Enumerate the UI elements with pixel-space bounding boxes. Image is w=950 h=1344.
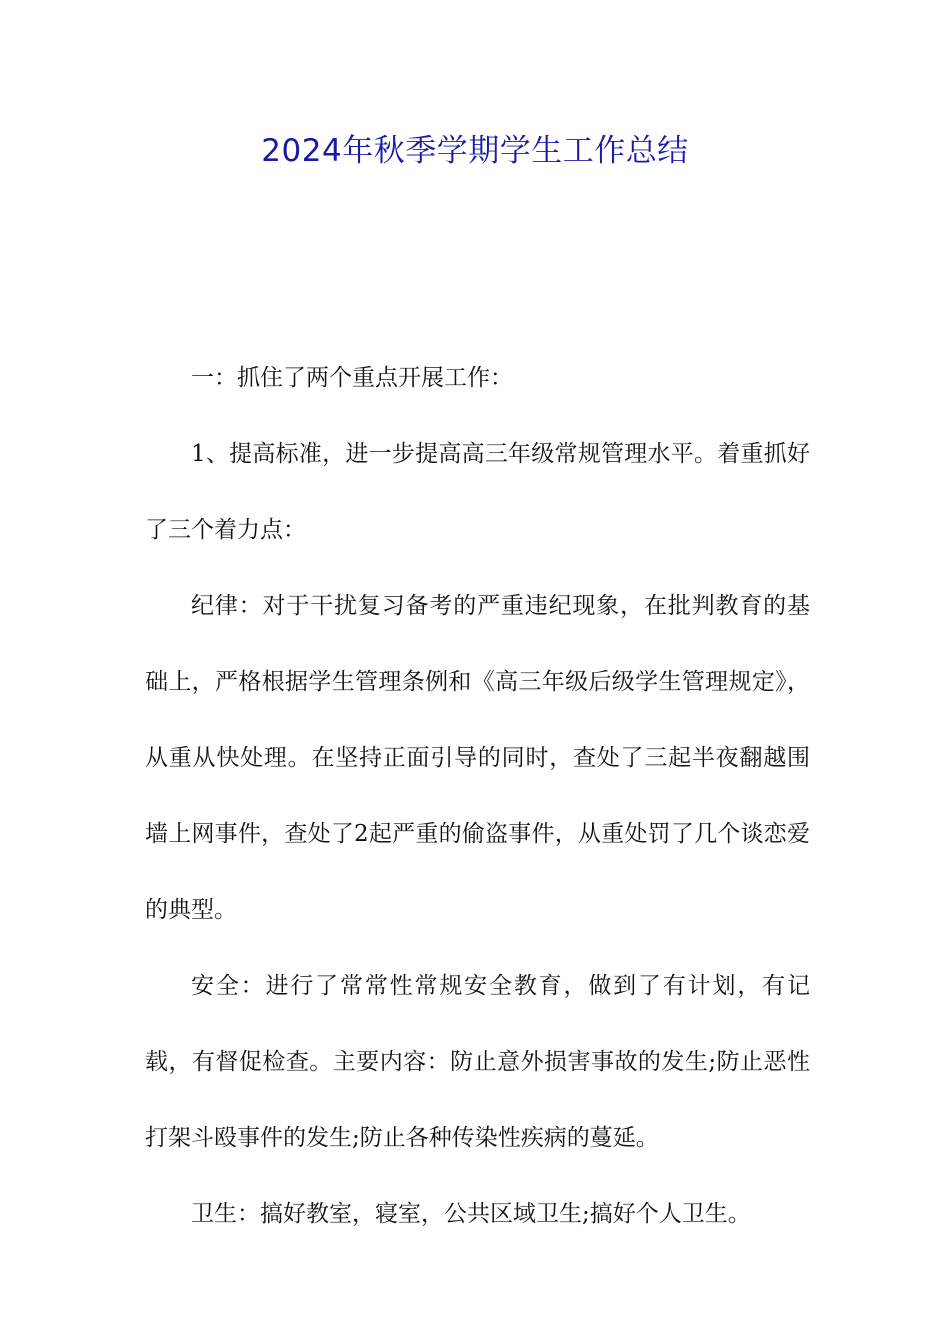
document-body [145, 340, 810, 1252]
paragraph-heading-1: 一：抓住了两个重点开展工作： [191, 365, 513, 391]
paragraph-hygiene: 卫生：搞好教室，寝室，公共区域卫生;搞好个人卫生。 [191, 1201, 751, 1227]
paragraph-discipline: 纪律：对于干扰复习备考的严重违纪现象，在批判教育的基础上，严格根据学生管理条例和《高三年级后级学生管理规定》，从重从快处理。在坚持正面引导的同时，查处了三起半夜翻越围墙上网事件，查处了2起严重的偷盗事件，从重处罚了几个谈恋爱的典型。 [145, 593, 810, 923]
paragraph-item-1: 1、提高标准，进一步提高高三年级常规管理水平。着重抓好了三个着力点： [145, 441, 810, 543]
document-title: 2024年秋季学期学生工作总结 [261, 133, 689, 169]
paragraph-safety: 安全：进行了常常性常规安全教育，做到了有计划，有记载，有督促检查。主要内容：防止意外损害事故的发生;防止恶性打架斗殴事件的发生;防止各种传染性疾病的蔓延。 [145, 973, 810, 1151]
